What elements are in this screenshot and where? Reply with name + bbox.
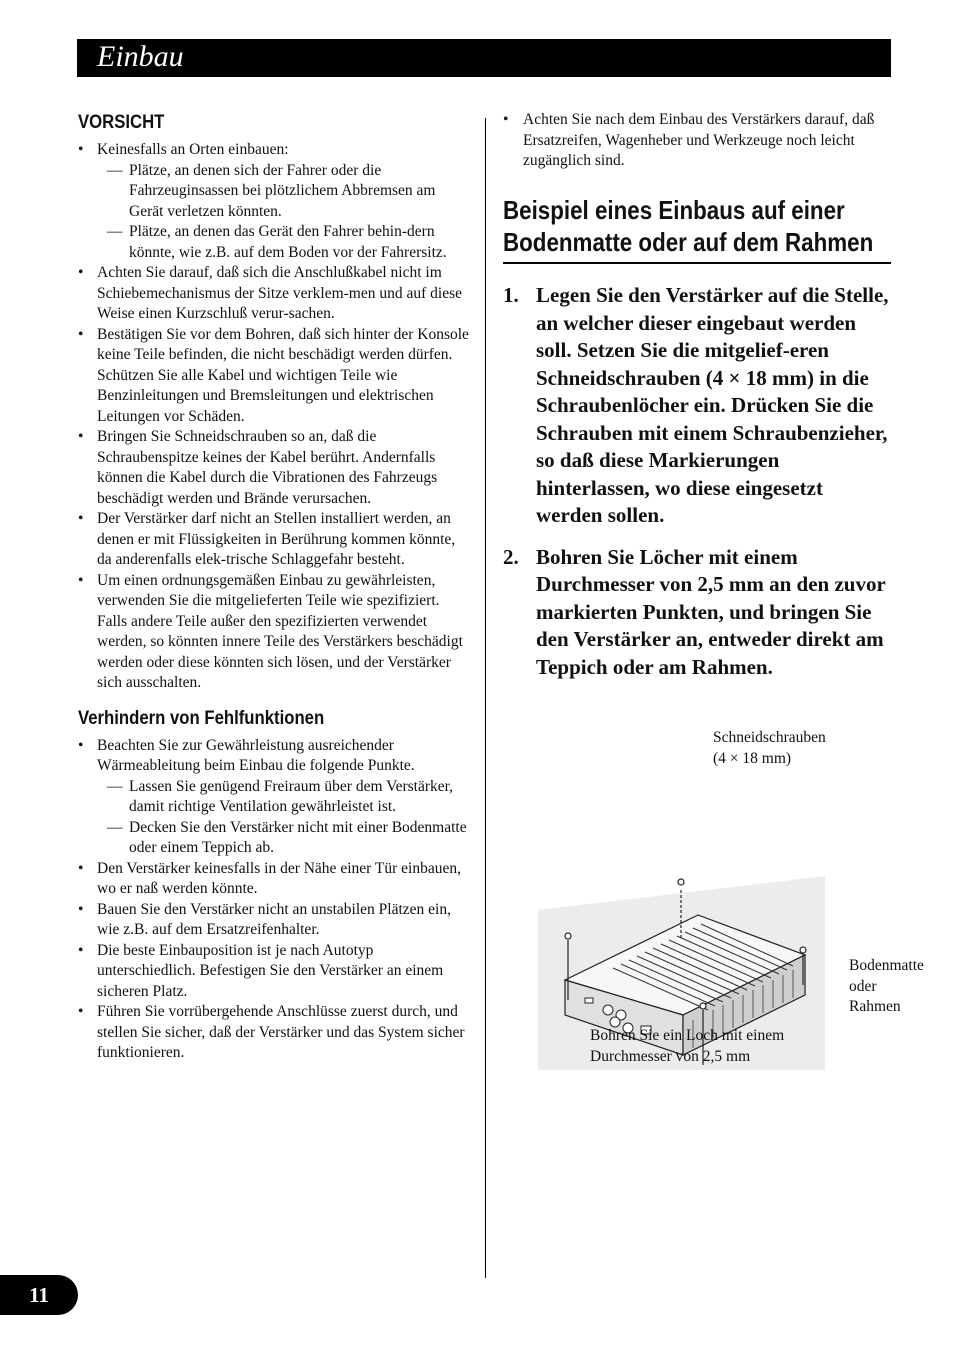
vorsicht-list bbox=[78, 140, 470, 694]
steps-list bbox=[503, 282, 893, 695]
sub-list-item: — Decken Sie den Verstärker nicht mit einer Bodenmatte oder einem Teppich ab. bbox=[97, 818, 470, 859]
sub-list-item: — Plätze, an denen das Gerät den Fahrer behin-dern könnte, wie z.B. auf dem Boden vor der Fahrersitz. bbox=[97, 222, 470, 263]
list-item: • Bestätigen Sie vor dem Bohren, daß sich hinter der Konsole keine Teile befinden, die nicht beschädigt werden dürfen. Schützen Sie alle Kabel und wichtigen Teile wie Benzinleitungen und Bremsleitungen und elektrischen Leitungen vor Schäden. bbox=[78, 325, 470, 428]
list-item: • Bauen Sie den Verstärker nicht an unstabilen Plätzen ein, wie z.B. auf dem Ersatzreifenhalter. bbox=[78, 900, 470, 941]
list-item: • Die beste Einbauposition ist je nach Autotyp unterschiedlich. Befestigen Sie den Verstärker an einem sicheren Platz. bbox=[78, 941, 470, 1003]
sub-list bbox=[97, 161, 470, 264]
list-item-text: Keinesfalls an Orten einbauen: bbox=[97, 141, 289, 158]
left-column bbox=[78, 110, 470, 1064]
step-text: Legen Sie den Verstärker auf die Stelle, an welcher dieser eingebaut werden soll. Setzen Sie die mitgelief-eren Schneidschrauben (4 × 18 mm) in die Schraubenlöcher ein. Drücken Sie die Schrauben mit einem Schraubenzieher, so daß diese Markierungen hinterlassen, wo diese eingesetzt werden sollen. bbox=[536, 283, 889, 527]
list-item: • Achten Sie darauf, daß sich die Anschlußkabel nicht im Schiebemechanismus der Sitze verklem-men und auf diese Weise einen Kurzschluß verur-sachen. bbox=[78, 263, 470, 325]
page-number: 11 bbox=[0, 1275, 78, 1315]
vorsicht-heading: VORSICHT bbox=[78, 112, 165, 133]
screws-label: Schneidschrauben (4 × 18 mm) bbox=[713, 729, 826, 767]
step-number: 2. bbox=[503, 544, 519, 569]
section-heading bbox=[503, 194, 891, 264]
list-item: • Bringen Sie Schneidschrauben so an, daß die Schraubenspitze keines der Kabel berührt. Andernfalls können die Kabel durch die Vibrationen des Fahrzeugs beschädigt werden und Brände verursachen. bbox=[78, 427, 470, 509]
verhindern-heading: Verhindern von Fehlfunktionen bbox=[78, 707, 325, 729]
list-item: • Um einen ordnungsgemäßen Einbau zu gewährleisten, verwenden Sie die mitgelieferten Teile wie spezifiziert. Falls andere Teile außer den spezifizierten verwendet werden, so könnten innere Teile des Verstärkers beschädigt werden oder diese könnten sich lösen, und der Verstärker sich ausschalten. bbox=[78, 571, 470, 694]
list-item: • Den Verstärker keinesfalls in der Nähe einer Tür einbauen, wo er naß werden könnte. bbox=[78, 859, 470, 900]
sub-list-item: — Lassen Sie genügend Freiraum über dem Verstärker, damit richtige Ventilation gewährleistet ist. bbox=[97, 777, 470, 818]
list-item bbox=[78, 140, 470, 263]
step-text: Bohren Sie Löcher mit einem Durchmesser von 2,5 mm an den zuvor markierten Punkten, und bringen Sie den Verstärker an, entweder direkt am Teppich oder am Rahmen. bbox=[536, 544, 886, 679]
chapter-header-bar bbox=[77, 39, 891, 77]
section-heading-line2: Bodenmatte oder auf dem Rahmen bbox=[503, 227, 874, 257]
mat-label: Bodenmatte oder Rahmen bbox=[849, 957, 924, 1015]
sub-list bbox=[97, 777, 470, 859]
installation-figure bbox=[503, 710, 923, 1070]
chapter-title: Einbau bbox=[97, 40, 184, 73]
step-number: 1. bbox=[503, 283, 519, 307]
list-item: • Achten Sie nach dem Einbau des Verstärkers darauf, daß Ersatzreifen, Wagenheber und Werkzeuge noch leicht zugänglich sind. bbox=[503, 110, 893, 172]
list-item bbox=[78, 736, 470, 859]
column-divider bbox=[485, 118, 486, 1278]
sub-list-item: — Plätze, an denen sich der Fahrer oder die Fahrzeuginsassen bei plötzlichem Abbremsen am Gerät verletzen könnten. bbox=[97, 161, 470, 223]
step-item bbox=[503, 282, 893, 530]
right-column bbox=[503, 110, 924, 1065]
step-item bbox=[503, 544, 893, 682]
section-heading-line1: Beispiel eines Einbaus auf einer bbox=[503, 195, 845, 225]
list-item-text: Beachten Sie zur Gewährleistung ausreichender Wärmeableitung beim Einbau die folgende Punkte. bbox=[97, 736, 415, 774]
verhindern-list bbox=[78, 736, 470, 1064]
list-item: • Der Verstärker darf nicht an Stellen installiert werden, an denen er mit Flüssigkeiten in Berührung kommen könnte, da anderenfalls elek-trische Schlaggefahr besteht. bbox=[78, 509, 470, 571]
drill-label: Bohren Sie ein Loch mit einem Durchmesser von 2,5 mm bbox=[590, 1027, 785, 1065]
list-item: • Führen Sie vorrübergehende Anschlüsse zuerst durch, und stellen Sie sicher, daß der Verstärker und das System sicher funktionieren. bbox=[78, 1002, 470, 1064]
